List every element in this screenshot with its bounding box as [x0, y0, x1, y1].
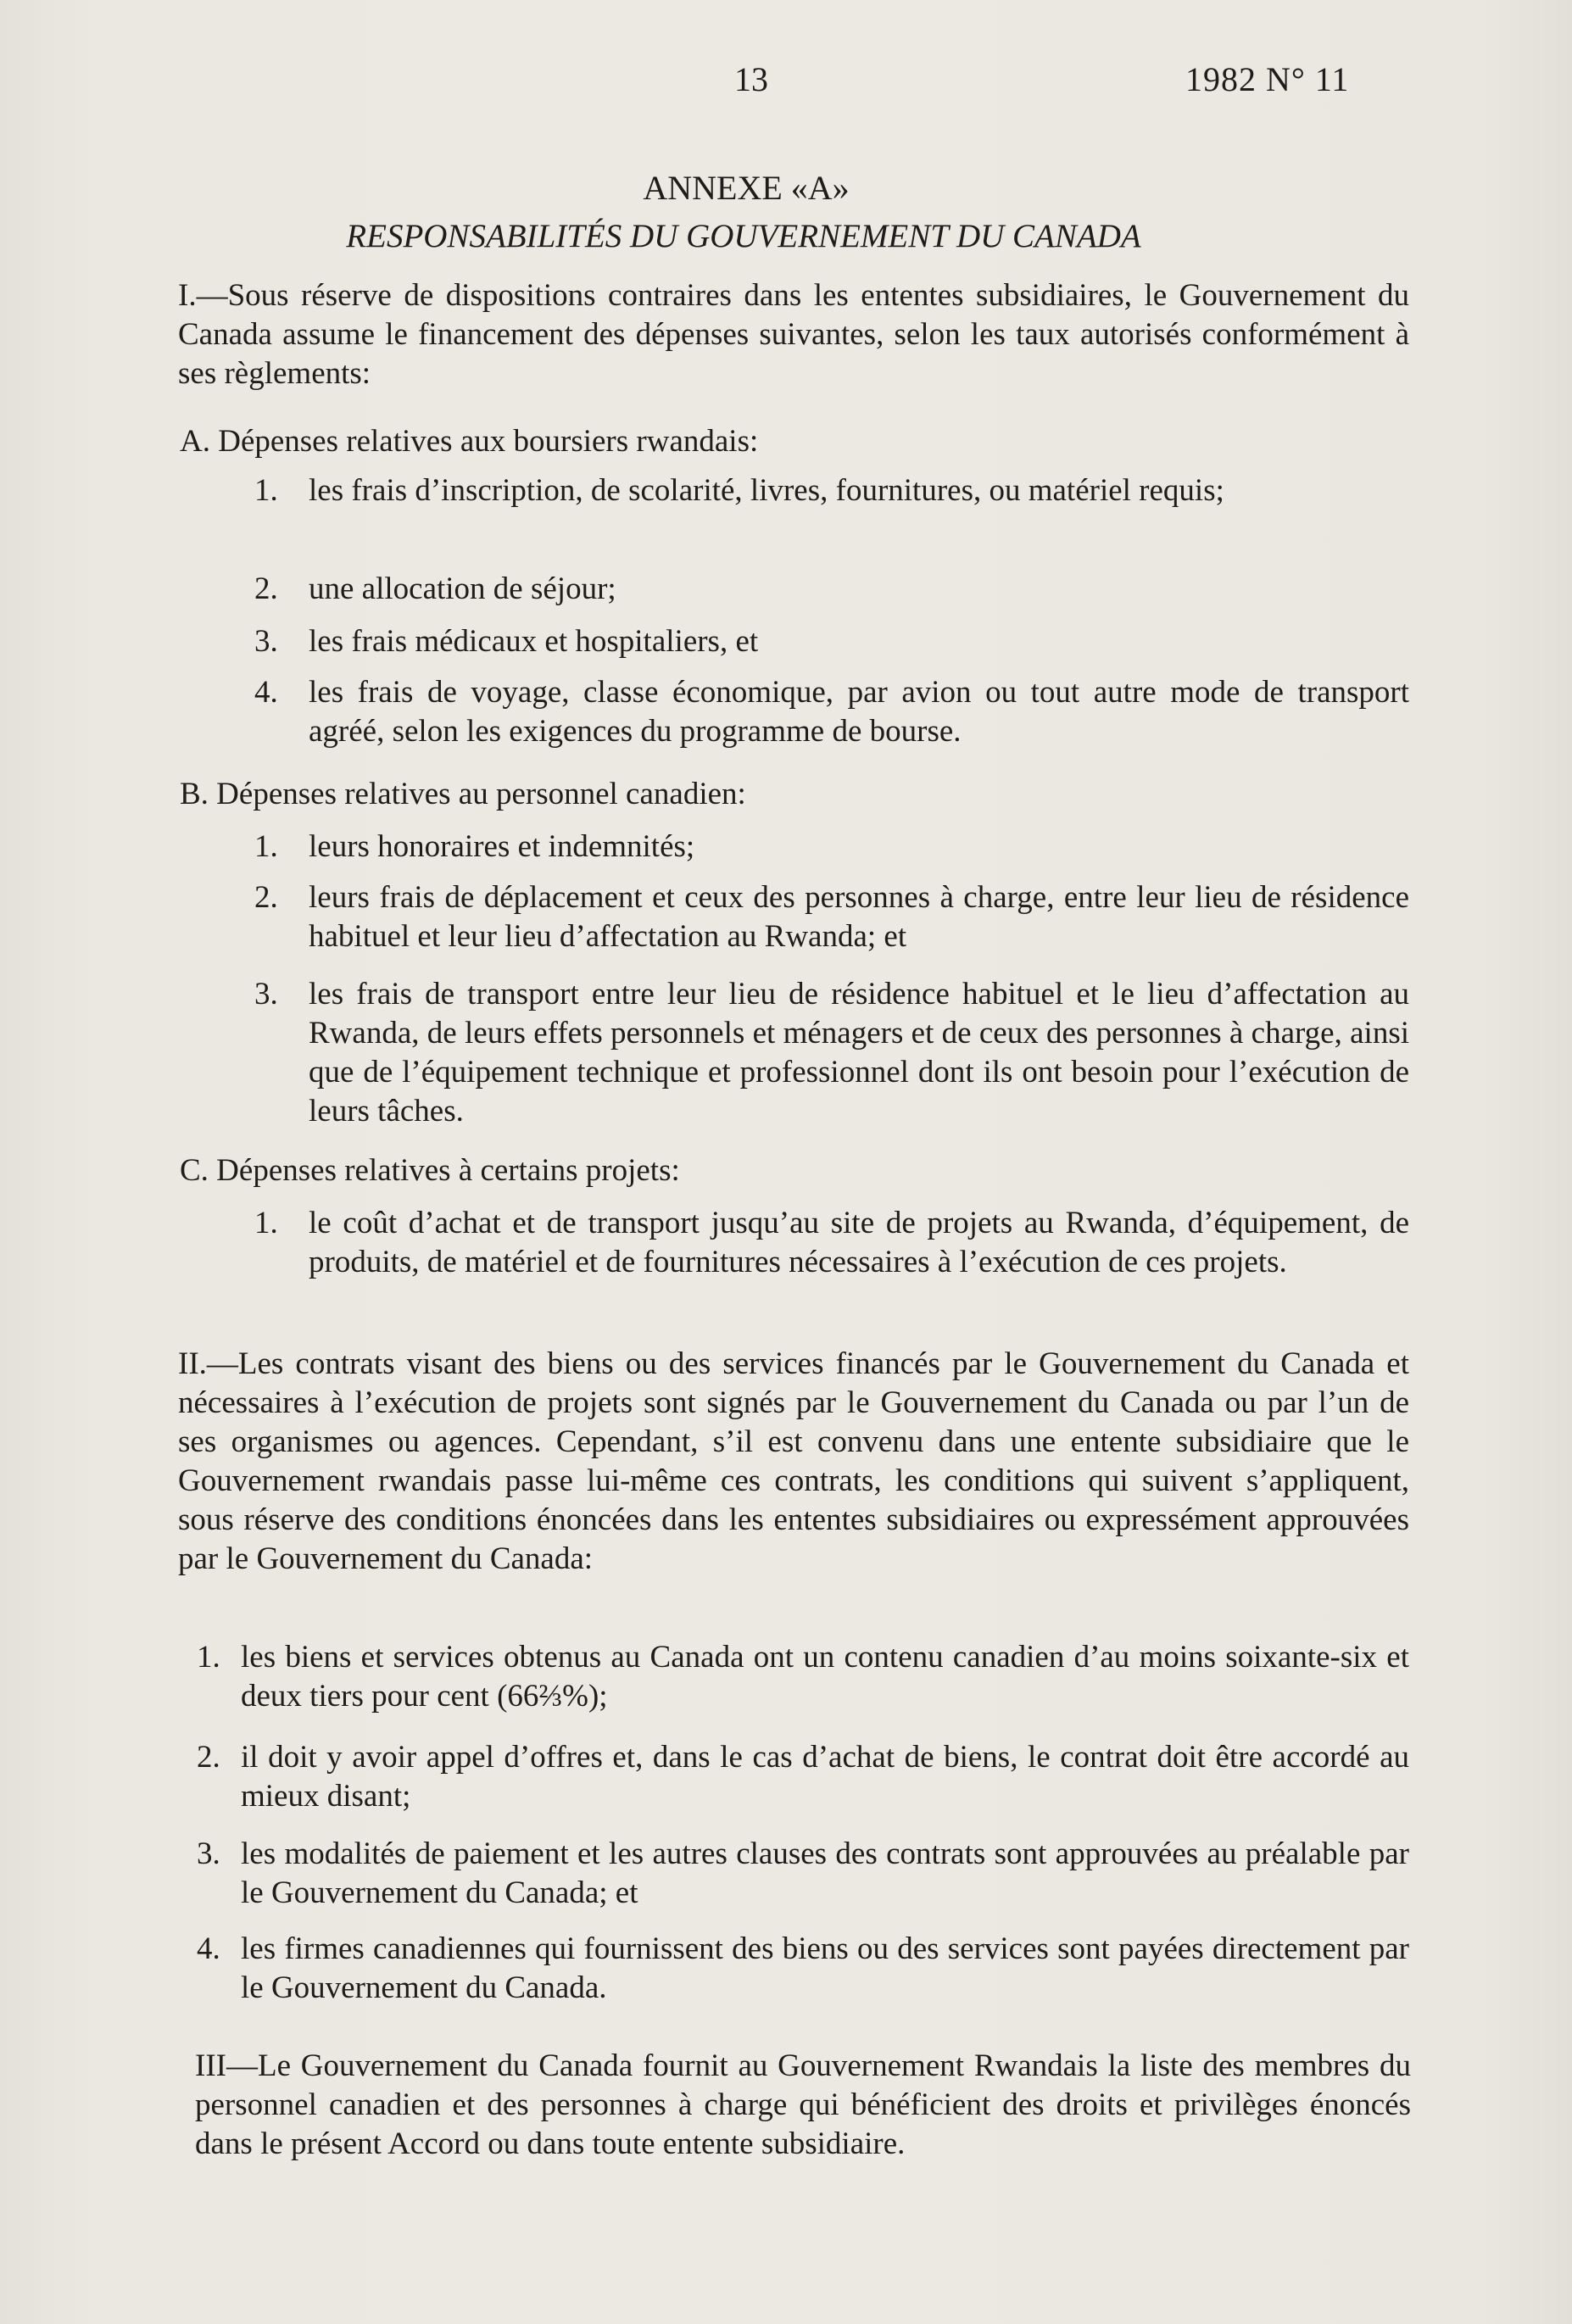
- section-c-heading: C. Dépenses relatives à certains projets:: [180, 1153, 680, 1188]
- list-item: [254, 570, 1409, 609]
- list-item-text: les biens et services obtenus au Canada ont un contenu canadien d’au moins soixante-six et deux tiers pour cent (66⅔%);: [241, 1640, 1409, 1714]
- list-item-text: les firmes canadiennes qui fournissent des biens ou des services sont payées directement par le Gouvernement du Canada.: [241, 1931, 1409, 2005]
- list-item-number: 3.: [197, 1836, 220, 1871]
- annex-subtitle: RESPONSABILITÉS DU GOUVERNEMENT DU CANADA: [346, 218, 1141, 254]
- list-item-text: les frais de voyage, classe économique, par avion ou tout autre mode de transport agréé, selon les exigences du programme de bourse.: [309, 675, 1409, 749]
- list-item-text: le coût d’achat et de transport jusqu’au site de projets au Rwanda, d’équipement, de produits, de matériel et de fournitures nécessaires à l’exécution de ces projets.: [309, 1206, 1409, 1279]
- list-item: [197, 1638, 1409, 1716]
- list-item-number: 4.: [197, 1931, 220, 1966]
- list-item-text: les frais de transport entre leur lieu de résidence habituel et le lieu d’affectation au Rwanda, de leurs effets personnels et ménagers et de ceux des personnes à charge, ainsi que de l’équipement technique et professionnel dont ils ont besoin pour l’exécution de leurs tâches.: [309, 977, 1409, 1129]
- list-item: [254, 828, 1409, 867]
- section-b-heading: B. Dépenses relatives au personnel canadien:: [180, 777, 746, 811]
- list-item: [254, 622, 1409, 661]
- list-item-number: 1.: [254, 1206, 278, 1240]
- document-reference: 1982 N° 11: [1185, 60, 1350, 98]
- list-item-text: les modalités de paiement et les autres clauses des contrats sont approuvées au préalable par le Gouvernement du Canada; et: [241, 1836, 1409, 1910]
- list-item: [197, 1835, 1409, 1913]
- list-item-number: 2.: [197, 1740, 220, 1775]
- list-item: [254, 975, 1409, 1131]
- list-item-number: 1.: [197, 1640, 220, 1675]
- section-a-heading: A. Dépenses relatives aux boursiers rwandais:: [180, 424, 759, 459]
- list-item-text: il doit y avoir appel d’offres et, dans le cas d’achat de biens, le contrat doit être accordé au mieux disant;: [241, 1740, 1409, 1814]
- list-item-text: leurs frais de déplacement et ceux des personnes à charge, entre leur lieu de résidence habituel et leur lieu d’affectation au Rwanda; et: [309, 880, 1409, 954]
- list-item: [197, 1738, 1409, 1816]
- list-item: [254, 878, 1409, 956]
- list-item-text: leurs honoraires et indemnités;: [309, 829, 695, 864]
- list-item: [254, 673, 1409, 751]
- list-item-number: 2.: [254, 880, 278, 915]
- list-item-number: 3.: [254, 977, 278, 1012]
- list-item-text: les frais médicaux et hospitaliers, et: [309, 624, 759, 659]
- list-item-number: 4.: [254, 675, 278, 710]
- list-item-number: 1.: [254, 829, 278, 864]
- page-number: 13: [734, 60, 768, 98]
- list-item: [254, 1204, 1409, 1282]
- list-item-text: une allocation de séjour;: [309, 571, 616, 606]
- section-ii-intro: II.—Les contrats visant des biens ou des services financés par le Gouvernement du Canada et nécessaires à l’exécution de projets sont signés par le Gouvernement du Canada ou par l’un de ses organismes ou agences. Cependant, s’il est convenu dans une entente subsidiaire que le Gouvernement rwandais passe lui-même ces contrats, les conditions qui suivent s’appliquent, sous réserve des conditions énoncées dans les ententes subsidiaires ou expressément approuvées par le Gouvernement du Canada:: [178, 1346, 1409, 1576]
- list-item-number: 2.: [254, 571, 278, 606]
- annex-title: ANNEXE «A»: [643, 169, 850, 207]
- list-item: [254, 471, 1409, 510]
- list-item: [197, 1930, 1409, 2008]
- list-item-text: les frais d’inscription, de scolarité, livres, fournitures, ou matériel requis;: [309, 473, 1224, 508]
- section-i-intro: I.—Sous réserve de dispositions contraires dans les ententes subsidiaires, le Gouvernement du Canada assume le financement des dépenses suivantes, selon les taux autorisés conformément à ses règlements:: [178, 278, 1409, 391]
- section-iii-text: III—Le Gouvernement du Canada fournit au Gouvernement Rwandais la liste des membres du personnel canadien et des personnes à charge qui bénéficient des droits et privilèges énoncés dans le présent Accord ou dans toute entente subsidiaire.: [195, 2048, 1411, 2161]
- list-item-number: 3.: [254, 624, 278, 659]
- list-item-number: 1.: [254, 473, 278, 508]
